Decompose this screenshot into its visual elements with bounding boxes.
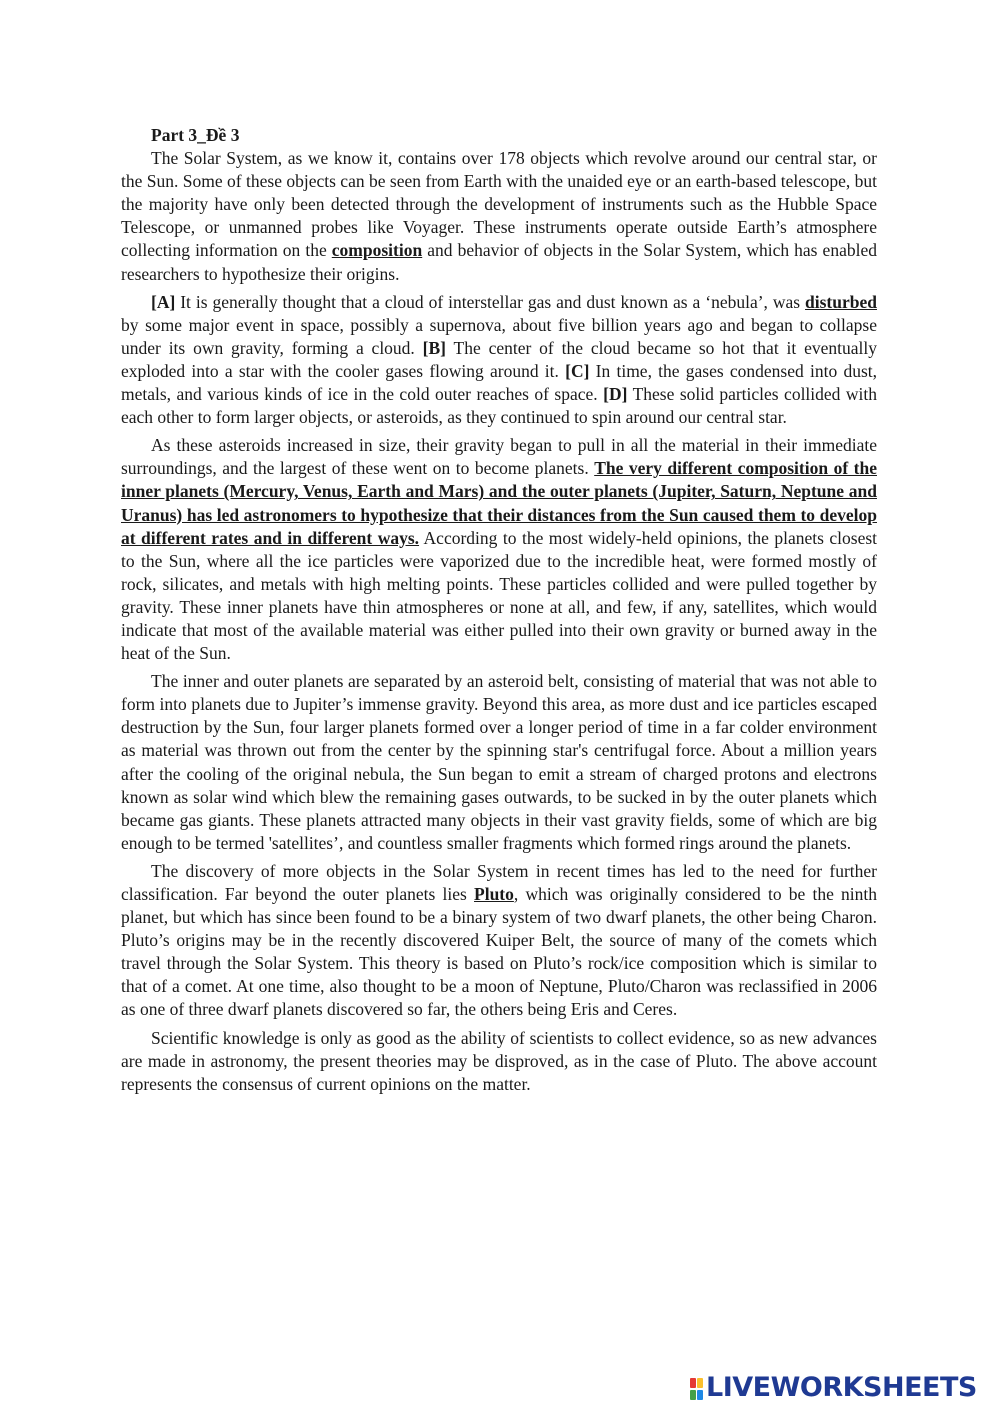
liveworksheets-watermark <box>690 1373 990 1403</box>
liveworksheets-logo-icon <box>690 1378 704 1400</box>
text-run: The Solar System, as we know it, contains over 178 objects which revolve around our central star, or the Sun. Some of these objects can be seen from Earth with the unaided eye or an earth-based telescope, but the majority have only been detected through the development of instruments such as the Hubble Space Telescope, or unmanned probes like Voyager. These instruments operate outside Earth’s atmosphere collecting information on the <box>121 148 877 261</box>
text-run: Scientific knowledge is only as good as the ability of scientists to collect evidence, so as new advances are made in astronomy, the present theories may be disproved, as in the case of Pluto. The above account represents the consensus of current opinions on the matter. <box>121 1027 877 1094</box>
paragraph <box>121 291 877 430</box>
insertion-marker: [D] <box>603 384 628 405</box>
text-run: These solid particles collided with each other to form larger objects, or asteroids, as they continued to spin around our central star. <box>121 384 878 428</box>
highlighted-phrase: disturbed <box>805 291 877 312</box>
text-run: by some major event in space, possibly a supernova, about five billion years ago and began to collapse under its own gravity, forming a cloud. <box>121 314 877 358</box>
text-run: The discovery of more objects in the Solar System in recent times has led to the need for further classification. Far beyond the outer planets lies <box>121 860 877 904</box>
text-run: The inner and outer planets are separated by an asteroid belt, consisting of material that was not able to form into planets due to Jupiter’s immense gravity. Beyond this area, as more dust and ice particles escaped destruction by the Sun, four larger planets formed over a longer period of time in a far colder environment as material was thrown out from the center by the spinning star's centrifugal force. About a million years after the cooling of the original nebula, the Sun began to emit a stream of charged protons and electrons known as solar wind which blew the remaining gases outwards, to be sucked in by the outer planets which became gas giants. These planets attracted many objects in their vast gravity fields, some of which are big enough to be termed 'satellites’, and countless smaller fragments which formed rings around the planets. <box>121 671 877 853</box>
text-run: As these asteroids increased in size, their gravity began to pull in all the material in their immediate surroundings, and the largest of these went on to become planets. <box>121 435 877 479</box>
highlighted-phrase: The very different composition of the inner planets (Mercury, Venus, Earth and Mars) and the outer planets (Jupiter, Saturn, Neptune and Uranus) has led astronomers to hypothesize that their distances from the Sun caused them to develop at different rates and in different ways. <box>121 458 877 548</box>
document-body <box>121 147 877 1096</box>
document <box>121 124 877 1101</box>
text-run: It is generally thought that a cloud of interstellar gas and dust known as a ‘nebula’, was <box>175 291 806 312</box>
text-run: According to the most widely-held opinions, the planets closest to the Sun, where all the ice particles were vaporized due to the incredible heat, were formed mostly of rock, silicates, and metals with high melting points. These particles collided and were pulled together by gravity. These inner planets have thin atmospheres or none at all, and few, if any, satellites, which would indicate that most of the available material was either pulled into their own gravity or burned away in the heat of the Sun. <box>121 527 878 664</box>
text-run: In time, the gases condensed into dust, metals, and various kinds of ice in the cold outer reaches of space. <box>121 360 877 405</box>
insertion-marker: [A] <box>151 291 176 312</box>
highlighted-phrase: Pluto <box>474 884 514 904</box>
paragraph <box>121 147 877 286</box>
text-run: , which was originally considered to be the ninth planet, but which has since been found to be a binary system of two dwarf planets, the other being Charon. Pluto’s origins may be in the recently discovered Kuiper Belt, the source of many of the comets which travel through the Solar System. This theory is based on Pluto’s rock/ice composition which is similar to that of a comet. At one time, also thought to be a moon of Neptune, Pluto/Charon was reclassified in 2006 as one of three dwarf planets discovered so far, the others being Eris and Ceres. <box>121 884 878 1020</box>
paragraph <box>121 1027 877 1096</box>
paragraph <box>121 434 877 665</box>
watermark-text: LIVEWORKSHEETS <box>706 1372 977 1403</box>
highlighted-phrase: composition <box>331 240 423 261</box>
document-title: Part 3_Đề 3 <box>151 125 240 145</box>
paragraph <box>121 860 877 1022</box>
text-run: The center of the cloud became so hot that it eventually exploded into a star with the cooler gases flowing around it. <box>121 337 877 381</box>
insertion-marker: [C] <box>565 360 590 381</box>
text-run: and behavior of objects in the Solar System, which has enabled researchers to hypothesize their origins. <box>121 240 877 284</box>
paragraph <box>121 670 877 855</box>
insertion-marker: [B] <box>422 337 446 358</box>
